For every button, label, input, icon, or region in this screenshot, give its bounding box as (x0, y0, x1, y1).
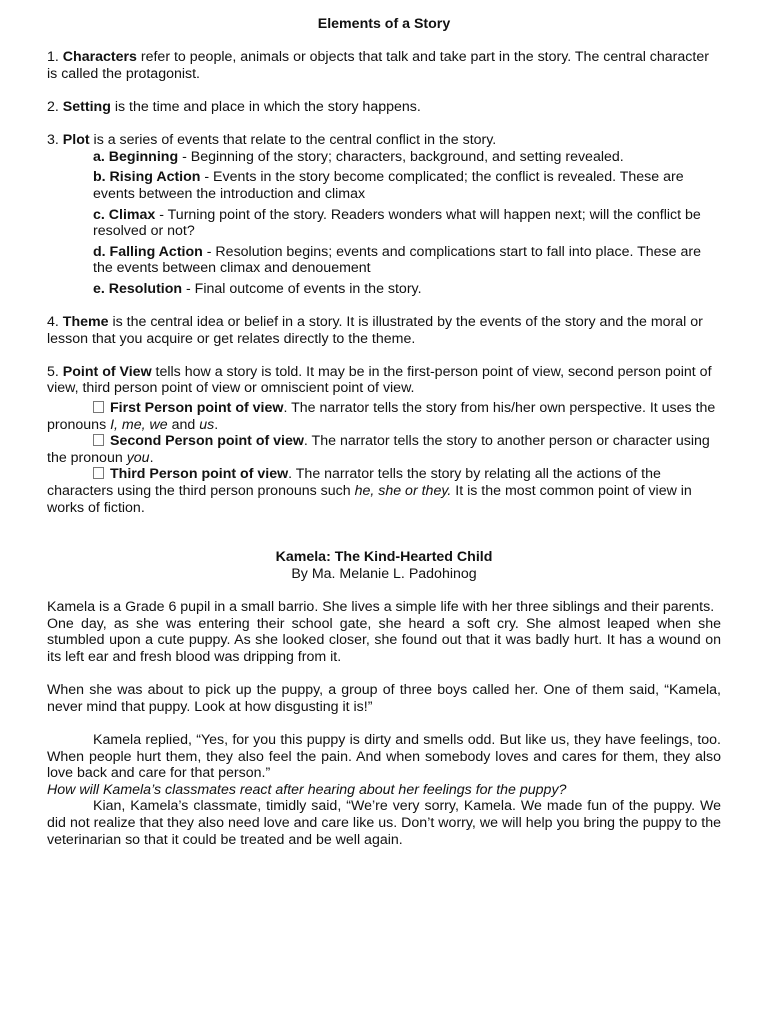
pov-pronouns: us (199, 416, 215, 433)
bullet-box-icon (93, 467, 104, 479)
definition-point-of-view: tells how a story is told. It may be in the first-person point of view, second person point of view, third person point of view or omniscient point of view. (47, 363, 712, 397)
plot-part-beginning (47, 149, 721, 166)
plot-part-term: a. Beginning (93, 148, 179, 165)
item-theme (47, 314, 721, 347)
pov-text: . The narrator tells the story to another person or character using the pronoun (47, 433, 710, 466)
term-characters: Characters (62, 49, 137, 66)
term-plot: Plot (62, 132, 90, 149)
pov-text: . (214, 416, 219, 433)
pov-text: . The narrator tells the story by relating all the actions of the characters using the third person pronouns such (47, 466, 661, 500)
bullet-box-icon (93, 434, 104, 446)
item-number: 3. (47, 132, 59, 149)
plot-part-text: - Events in the story become complicated; the conflict is revealed. These are events between the introduction and climax (93, 169, 684, 202)
story-paragraph: Kian, Kamela’s classmate, timidly said, “We’re very sorry, Kamela. We made fun of the puppy. We did not realize that they also need love and care like us. Don’t worry, we will help you bring the puppy to the veterinarian so that it could be treated and be well again. (47, 798, 721, 848)
pov-text: It is the most common point of view in works of fiction. (47, 483, 692, 516)
story-title: Kamela: The Kind-Hearted Child (275, 549, 493, 566)
pov-pronouns: he, she or they. (354, 483, 452, 500)
story-author: By Ma. Melanie L. Padohinog (291, 566, 477, 582)
plot-part-falling-action (47, 244, 721, 277)
plot-part-rising-action (47, 169, 721, 202)
pov-pronouns: I, me, we (110, 416, 168, 433)
plot-part-climax (47, 207, 721, 240)
item-point-of-view (47, 364, 721, 397)
term-theme: Theme (62, 314, 109, 331)
definition-characters: refer to people, animals or objects that talk and take part in the story. The central character is called the protagonist. (47, 49, 709, 82)
term-point-of-view: Point of View (62, 363, 152, 380)
story-paragraph: Kamela replied, “Yes, for you this puppy is dirty and smells odd. But like us, they have feelings, too. When people hurt them, they also feel the pain. And when somebody loves and cares for them, they also love back and care for that person.” (47, 731, 721, 782)
item-number: 1. (47, 49, 59, 66)
story-paragraph: One day, as she was entering their school gate, she heard a soft cry. She almost leaped when she stumbled upon a cute puppy. As she looked closer, she found out that it was badly hurt. It has a wound on its left ear and fresh blood was dripping from it. (47, 615, 721, 665)
item-number: 5. (47, 363, 59, 380)
plot-parts-list (47, 149, 721, 298)
item-characters (47, 49, 721, 82)
story-paragraph: When she was about to pick up the puppy, a group of three boys called her. One of them said, “Kamela, never mind that puppy. Look at how disgusting it is!” (47, 682, 721, 715)
item-setting (47, 99, 721, 116)
item-number: 2. (47, 98, 59, 115)
plot-part-term: c. Climax (93, 206, 156, 223)
pov-term: Third Person point of view (110, 466, 289, 483)
plot-part-term: b. Rising Action (93, 169, 201, 186)
pov-text: and (167, 416, 200, 433)
term-setting: Setting (62, 98, 111, 115)
plot-part-term: e. Resolution (93, 280, 183, 297)
plot-part-term: d. Falling Action (93, 243, 203, 260)
definition-theme: is the central idea or belief in a story. It is illustrated by the events of the story and the moral or lesson that you acquire or get relates directly to the theme. (47, 314, 703, 347)
plot-part-text: - Beginning of the story; characters, background, and setting revealed. (178, 148, 624, 165)
pov-text: . (149, 449, 154, 466)
pov-pronouns: you (126, 449, 150, 466)
item-number: 4. (47, 314, 59, 331)
pov-term: Second Person point of view (110, 433, 304, 450)
pov-second-person (47, 433, 721, 466)
document-title: Elements of a Story (317, 16, 451, 32)
story-question (47, 782, 721, 799)
plot-part-text: - Final outcome of events in the story. (182, 280, 422, 297)
definition-plot: is a series of events that relate to the central conflict in the story. (89, 132, 497, 149)
pov-term: First Person point of view (110, 400, 284, 417)
plot-part-text: - Turning point of the story. Readers wonders what will happen next; will the conflict be resolved or not? (93, 206, 701, 240)
bullet-box-icon (93, 401, 104, 413)
pov-third-person (47, 466, 721, 516)
plot-part-text: - Resolution begins; events and complications start to fall into place. These are the events between climax and denouement (93, 243, 701, 277)
item-plot (47, 132, 721, 149)
pov-text: . The narrator tells the story from his/her own perspective. It uses the pronouns (47, 400, 716, 433)
plot-part-resolution (47, 281, 721, 298)
definition-setting: is the time and place in which the story happens. (110, 98, 421, 115)
story-question-text: How will Kamela’s classmates react after hearing about her feelings for the puppy? (47, 781, 567, 798)
pov-first-person (47, 400, 721, 433)
story-paragraph: Kamela is a Grade 6 pupil in a small barrio. She lives a simple life with her three siblings and their parents. (47, 599, 715, 616)
